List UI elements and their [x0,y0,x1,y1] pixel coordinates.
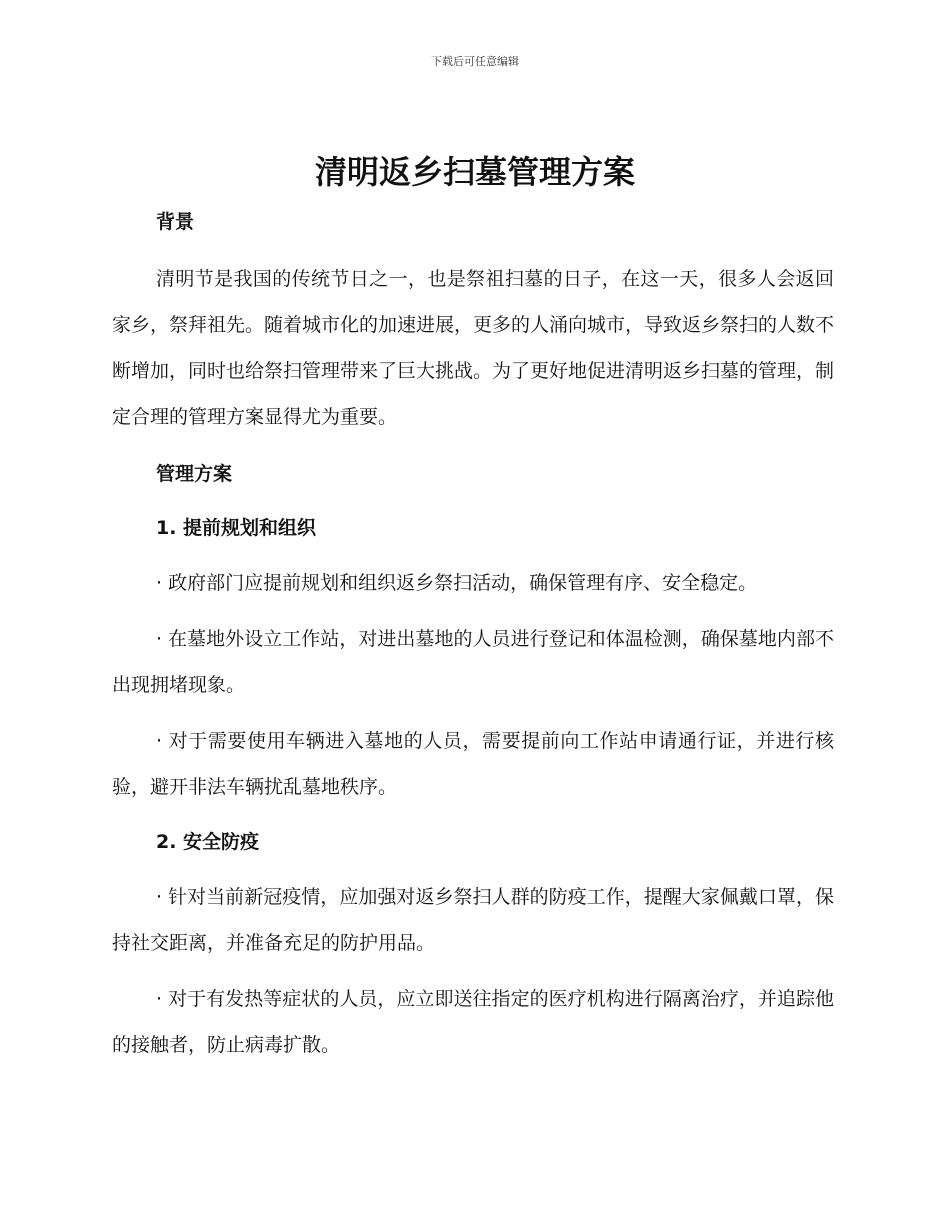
document-title: 清明返乡扫墓管理方案 [314,153,635,191]
background-paragraph: 清明节是我国的传统节日之一，也是祭祖扫墓的日子，在这一天，很多人会返回家乡，祭拜祖先。随着城市化的加速进展，更多的人涌向城市，导致返乡祭扫的人数不断增加，同时也给祭扫管理带来了巨大挑战。为了更好地促进清明返乡扫墓的管理，制定合理的管理方案显得尤为重要。 [112,268,835,428]
list-item: · 政府部门应提前规划和组织返乡祭扫活动，确保管理有序、安全稳定。 [156,572,758,594]
list-item: · 对于有发热等症状的人员，应立即送往指定的医疗机构进行隔离治疗，并追踪他的接触者，防止病毒扩散。 [112,988,834,1056]
list-item: · 对于需要使用车辆进入墓地的人员，需要提前向工作站申请通行证，并进行核验，避开非法车辆扰乱墓地秩序。 [112,730,834,798]
background-heading: 背景 [156,211,195,233]
plan-heading: 管理方案 [156,463,233,485]
document-body [112,200,834,1068]
list-item: · 针对当前新冠疫情，应加强对返乡祭扫人群的防疫工作，提醒大家佩戴口罩，保持社交距离，并准备充足的防护用品。 [112,886,834,954]
header-note: 下载后可任意编辑 [431,55,519,68]
list-item: · 在墓地外设立工作站，对进出墓地的人员进行登记和体温检测，确保墓地内部不出现拥堵现象。 [112,628,834,696]
subsection-2-heading: 2. 安全防疫 [156,831,260,853]
subsection-1-heading: 1. 提前规划和组织 [156,517,317,539]
